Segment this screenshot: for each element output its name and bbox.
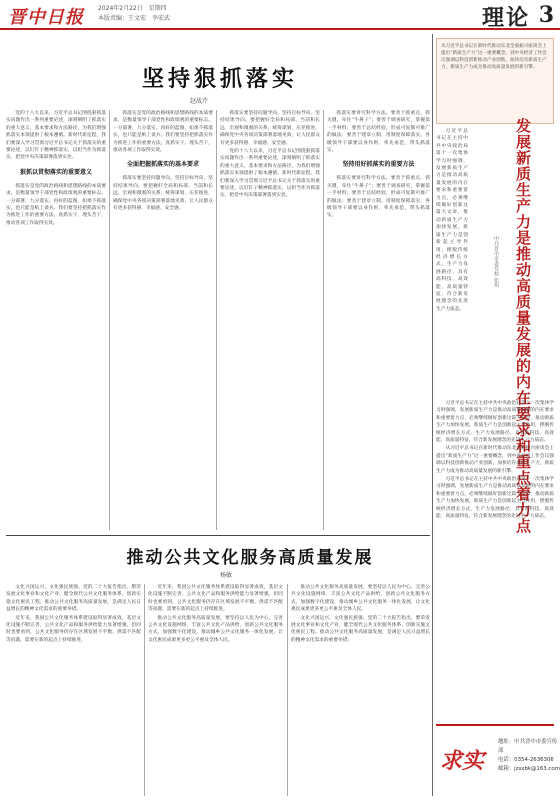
page-number: 3 xyxy=(538,2,554,28)
main-article-title: 坚持狠抓落实 xyxy=(141,66,298,92)
paragraph: 从习近平总书记在新时代推动东北全面振兴座谈会上提出“新质生产力”这一重要概念，到中央经济工作会议强调以科技创新推动产业创新，加快培育新质生产力，新质生产力成为推动高质量发展的新引擎。 xyxy=(436,446,554,474)
issue-weekday: 星期四 xyxy=(148,5,167,12)
mid-article-column-1 xyxy=(6,584,141,796)
main-article-byline: 赵战芹 xyxy=(190,98,209,105)
column-logo: 求实 xyxy=(440,748,485,774)
right-column-divider xyxy=(432,34,433,796)
paragraph: 习近平总书记在主持中共中央政治局第十一次集体学习时强调，发展新质生产力是推动高质量发展的内在要求和重要着力点，必须继续做好创新这篇大文章，推动新质生产力加快发展。新质生产力是创新起主导作用，摆脱传统经济增长方式、生产力发展路径，具有高科技、高效能、高质量特征，符合新发展理念的先进生产力质态。 xyxy=(436,477,554,520)
right-article-title: 发展新质生产力是推动高质量发展的内在要求和重点着力点 xyxy=(514,118,532,534)
main-article-subheading-1: 狠抓以贯彻落实的重要意义 xyxy=(19,168,92,176)
paragraph: 近年来，我国公共文化服务体系建设取得显著成效，基层文化设施不断完善，公共文化产品和服务供给能力显著增强。但同时也要看到，公共文化服务仍存在区域发展不平衡、供需不匹配等问题，需要在新的起点上持续推进。 xyxy=(6,615,141,643)
right-article-author: 中共晋中市委党校 张玥 xyxy=(493,236,499,288)
paragraph: 抓落实要坚持问题导向，坚持目标导向，坚持结果导向。要把握好全局和局部、当前和长远、宏观和微观的关系，统筹谋划，压茬推进，确保党中央各项决策部署落地见效，让人民群众有更多获得感、幸福感、安全感。 xyxy=(220,111,320,146)
column-divider xyxy=(287,584,288,796)
masthead xyxy=(0,0,560,30)
paragraph: 习近平总书记在主持中共中央政治局第十一次集体学习时强调，发展新质生产力是推动高质量发展的内在要求和重要着力点，必须继续做好创新这篇大文章，推动新质生产力加快发展。新质生产力是创新起主导作用，摆脱传统经济增长方式、生产力发展路径，具有高科技、高效能、高质量特征，符合新发展理念的先进生产力质态。 xyxy=(436,129,468,312)
right-article-side-column xyxy=(436,128,468,340)
section-title: 理论 xyxy=(481,6,530,31)
article-divider xyxy=(6,535,430,536)
mid-article-title: 推动公共文化服务高质量发展 xyxy=(126,548,374,568)
paragraph: 近年来，我国公共文化服务体系建设取得显著成效，基层文化设施不断完善，公共文化产品和服务供给能力显著增强。但同时也要看到，公共文化服务仍存在区域发展不平衡、供需不匹配等问题，需要在新的起点上持续推进。 xyxy=(148,585,283,613)
paragraph: 党的十八大以来，习近平总书记围绕狠抓落实问题作出一系列重要论述，深刻阐明了抓落实的重大意义、基本要求和方法路径，为我们增强抓落实本领提供了根本遵循。新时代新征程，我们要深入学习贯彻习近平总书记关于抓落实的重要论述，以钉钉子精神抓落实，以担当作为抓落实，把党中央决策部署落到实处。 xyxy=(220,149,320,199)
paragraph: 推动公共文化服务高质量发展，要坚持以人民为中心，完善公共文化设施网络，丰富公共文化产品供给，创新公共文化服务方式，加强数字化建设，推动城乡公共文化服务一体化发展，让文化惠民成果更多更公平惠及全体人民。 xyxy=(291,585,430,613)
paragraph: 习近平总书记在主持中共中央政治局第十一次集体学习时强调，发展新质生产力是推动高质量发展的内在要求和重要着力点，必须继续做好创新这篇大文章，推动新质生产力加快发展。新质生产力是创新起主导作用，摆脱传统经济增长方式、生产力发展路径，具有高科技、高效能、高质量特征，符合新发展理念的先进生产力质态。 xyxy=(436,401,554,444)
column-divider xyxy=(109,110,110,530)
paragraph: 推动公共文化服务高质量发展，要坚持以人民为中心，完善公共文化设施网络，丰富公共文化产品供给，创新公共文化服务方式，加强数字化建设，推动城乡公共文化服务一体化发展，让文化惠民成果更多更公平惠及全体人民。 xyxy=(148,615,283,643)
paragraph: 抓落实是党的政治路线和思想路线的本质要求，是衡量领导干部党性和政绩观的重要标志。一分部署，九分落实。再好的蓝图，如果不抓落实，也只能是纸上谈兵。我们要坚持把抓落实作为推进工作的重要方法，真抓实干、埋头苦干，推动各项工作取得实效。 xyxy=(113,111,213,154)
paragraph: 抓落实要讲究科学方法。要善于抓重点、抓关键，牵住“牛鼻子”；要善于调查研究，掌握第一手材料；要善于总结经验，形成可复制可推广的做法；要善于建章立制，用制度保障落实。各级领导干部要以身作则、率先垂范，带头抓落实。 xyxy=(327,111,430,154)
main-article-column-3 xyxy=(220,110,320,530)
paragraph: 抓落实是党的政治路线和思想路线的本质要求，是衡量领导干部党性和政绩观的重要标志。一分部署，九分落实。再好的蓝图，如果不抓落实，也只能是纸上谈兵。我们要坚持把抓落实作为推进工作的重要方法，真抓实干、埋头苦干，推动各项工作取得实效。 xyxy=(6,183,106,226)
paragraph: 文化兴国运兴，文化强民族强。党的二十大报告指出，繁荣发展文化事业和文化产业，健全现代公共文化服务体系，创新实施文化惠民工程。推动公共文化服务高质量发展，是满足人民日益增长的精神文化需求的重要举措。 xyxy=(291,615,430,643)
paragraph: 抓落实要讲究科学方法。要善于抓重点、抓关键，牵住“牛鼻子”；要善于调查研究，掌握第一手材料；要善于总结经验，形成可复制可推广的做法；要善于建章立制，用制度保障落实。各级领导干部要以身作则、率先垂范，带头抓落实。 xyxy=(327,176,430,219)
paragraph: 文化兴国运兴，文化强民族强。党的二十大报告指出，繁荣发展文化事业和文化产业，健全现代公共文化服务体系，创新实施文化惠民工程。推动公共文化服务高质量发展，是满足人民日益增长的精神文化需求的重要举措。 xyxy=(6,585,141,613)
page-designer: 李宏武 xyxy=(151,15,170,22)
mid-article-column-3 xyxy=(291,584,430,796)
contact-email: 邮箱：jzsxbk@163.com xyxy=(498,766,560,772)
issue-date: 2024年2月22日 xyxy=(98,5,143,12)
main-article-column-2 xyxy=(113,110,213,530)
mid-article-column-2 xyxy=(148,584,283,796)
column-divider xyxy=(144,584,145,796)
column-contact xyxy=(498,738,560,774)
paragraph: 抓落实要坚持问题导向，坚持目标导向，坚持结果导向。要把握好全局和局部、当前和长远、宏观和微观的关系，统筹谋划，压茬推进，确保党中央各项决策部署落地见效，让人民群众有更多获得感、幸福感、安全感。 xyxy=(113,176,213,212)
paragraph: 党的十八大以来，习近平总书记围绕狠抓落实问题作出一系列重要论述，深刻阐明了抓落实的重大意义、基本要求和方法路径，为我们增强抓落实本领提供了根本遵循。新时代新征程，我们要深入学习贯彻习近平总书记关于抓落实的重要论述，以钉钉子精神抓落实，以担当作为抓落实，把党中央决策部署落到实处。 xyxy=(6,111,106,161)
contact-address: 地址：中共晋中市委宣传部 xyxy=(498,739,558,754)
column-divider xyxy=(323,110,324,530)
main-article-subheading-3: 坚持用好抓落实的重要方法 xyxy=(342,161,415,169)
main-article-subheading-2: 全面把握抓落实的基本要求 xyxy=(126,161,199,169)
right-article-intro-box: 从习近平总书记在新时代推动东北全面振兴座谈会上提出“新质生产力”这一重要概念，到中央经济工作会议强调以科技创新推动产业创新，加快培育新质生产力，新质生产力成为推动高质量发展的新引擎。 xyxy=(436,38,554,124)
contact-phone: 电话：0354-2636306 xyxy=(498,757,554,763)
mid-article-byline: 杨敏 xyxy=(220,572,233,579)
column-divider xyxy=(216,110,217,530)
right-article-body xyxy=(436,400,554,720)
page-editor: 本版责编：王文宏 xyxy=(98,15,147,22)
main-article-column-1 xyxy=(6,110,106,530)
issue-meta xyxy=(98,4,174,24)
main-article-column-4 xyxy=(327,110,430,530)
newspaper-logo: 晋中日报 xyxy=(8,7,84,28)
